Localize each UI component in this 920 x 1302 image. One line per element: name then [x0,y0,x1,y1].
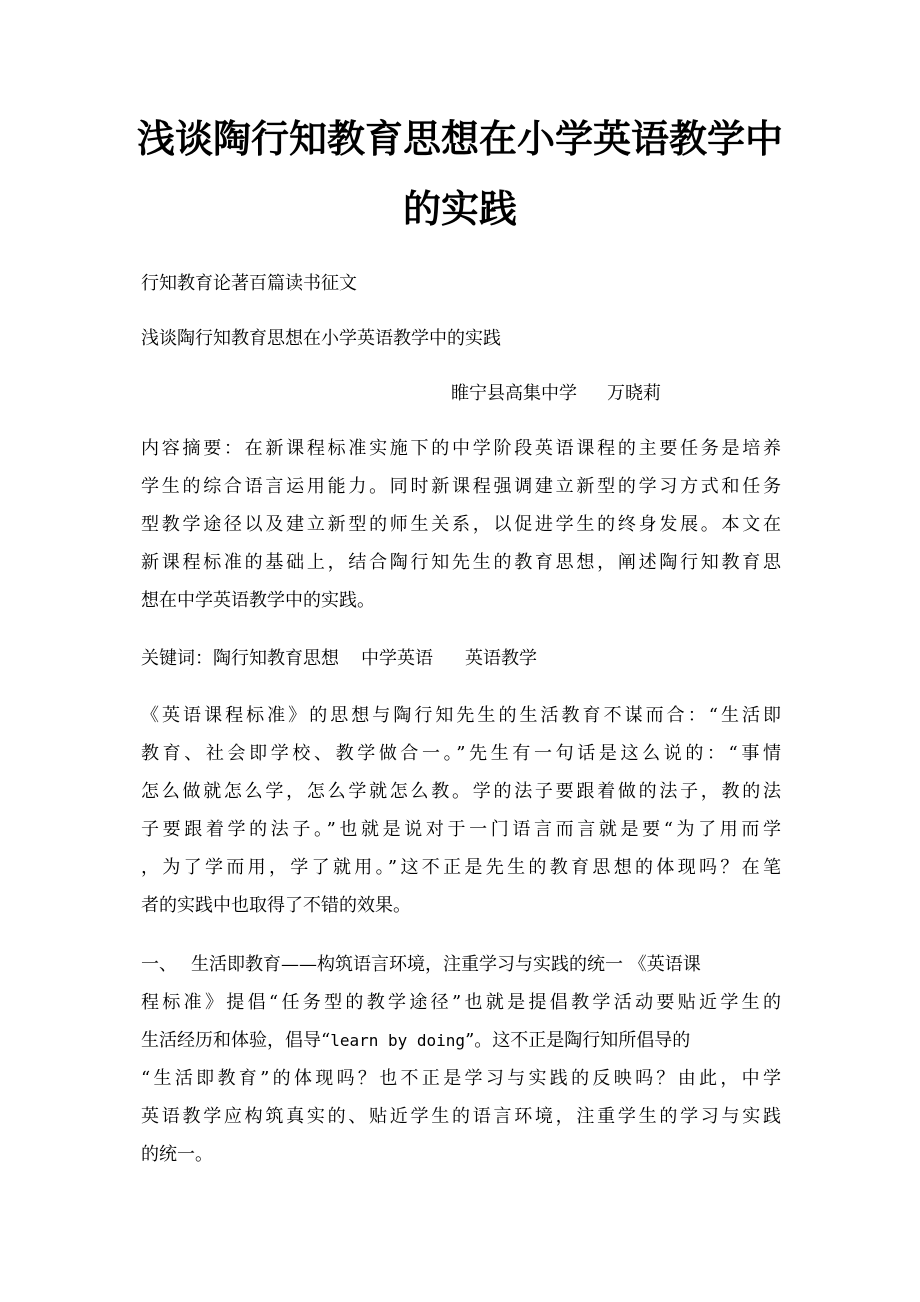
paragraph-line: 者的实践中也取得了不错的效果。 [141,895,411,916]
author-name: 万晓莉 [607,383,661,404]
section-heading [141,952,781,978]
paragraph-line: 子要跟着学的法子。”也就是说对于一门语言而言就是要“为了用而学 [141,819,781,840]
abstract-line: 学生的综合语言运用能力。同时新课程强调建立新型的学习方式和任务 [141,476,781,497]
english-phrase: learn by doing [330,1031,466,1050]
paragraph-line: 英语教学应构筑真实的、贴近学生的语言环境，注重学生的学习与实践 [141,1106,781,1127]
paragraph-line: 怎么做就怎么学，怎么学就怎么教。学的法子要跟着做的法子，教的法 [141,781,781,802]
subtitle: 行知教育论著百篇读书征文 [141,273,357,294]
section-number: 一、 [141,954,177,975]
paragraph-text: ”。这不正是陶行知所倡导的 [465,1030,691,1051]
section-heading-text: 生活即教育——构筑语言环境，注重学习与实践的统一 《英语课 [191,954,701,975]
abstract-line: 新课程标准的基础上，结合陶行知先生的教育思想，阐述陶行知教育思 [141,552,781,573]
document-title-line-2: 的实践 [402,186,517,231]
abstract-line: 型教学途径以及建立新型的师生关系，以促进学生的终身发展。本文在 [141,514,781,535]
abstract-line: 想在中学英语教学中的实践。 [141,590,375,611]
article-title: 浅谈陶行知教育思想在小学英语教学中的实践 [141,328,501,349]
paragraph-line: ，为了学而用，学了就用。”这不正是先生的教育思想的体现吗？在笔 [141,857,781,878]
keywords-label: 关键词：陶行知教育思想 [141,648,339,669]
paragraph-line: “生活即教育”的体现吗？也不正是学习与实践的反映吗？由此，中学 [141,1068,781,1089]
paragraph-line [141,1028,781,1054]
document-title-line-1: 浅谈陶行知教育思想在小学英语教学中 [136,116,783,161]
keyword: 中学英语 [361,648,433,669]
abstract-line: 内容摘要：在新课程标准实施下的中学阶段英语课程的主要任务是培养 [141,438,781,459]
keywords-line [141,646,781,672]
paragraph-line: 程标准》提倡“任务型的教学途径”也就是提倡教学活动要贴近学生的 [141,992,781,1013]
paragraph-line: 教育、社会即学校、教学做合一。”先生有一句话是这么说的：“事情 [141,743,781,764]
paragraph-line: 的统一。 [141,1144,213,1165]
school-name: 睢宁县高集中学 [451,383,577,404]
paragraph-text: 生活经历和体验，倡导“ [141,1030,331,1051]
keyword: 英语教学 [465,648,537,669]
author-line [451,381,781,407]
paragraph-line: 《英语课程标准》的思想与陶行知先生的生活教育不谋而合：“生活即 [141,705,781,726]
